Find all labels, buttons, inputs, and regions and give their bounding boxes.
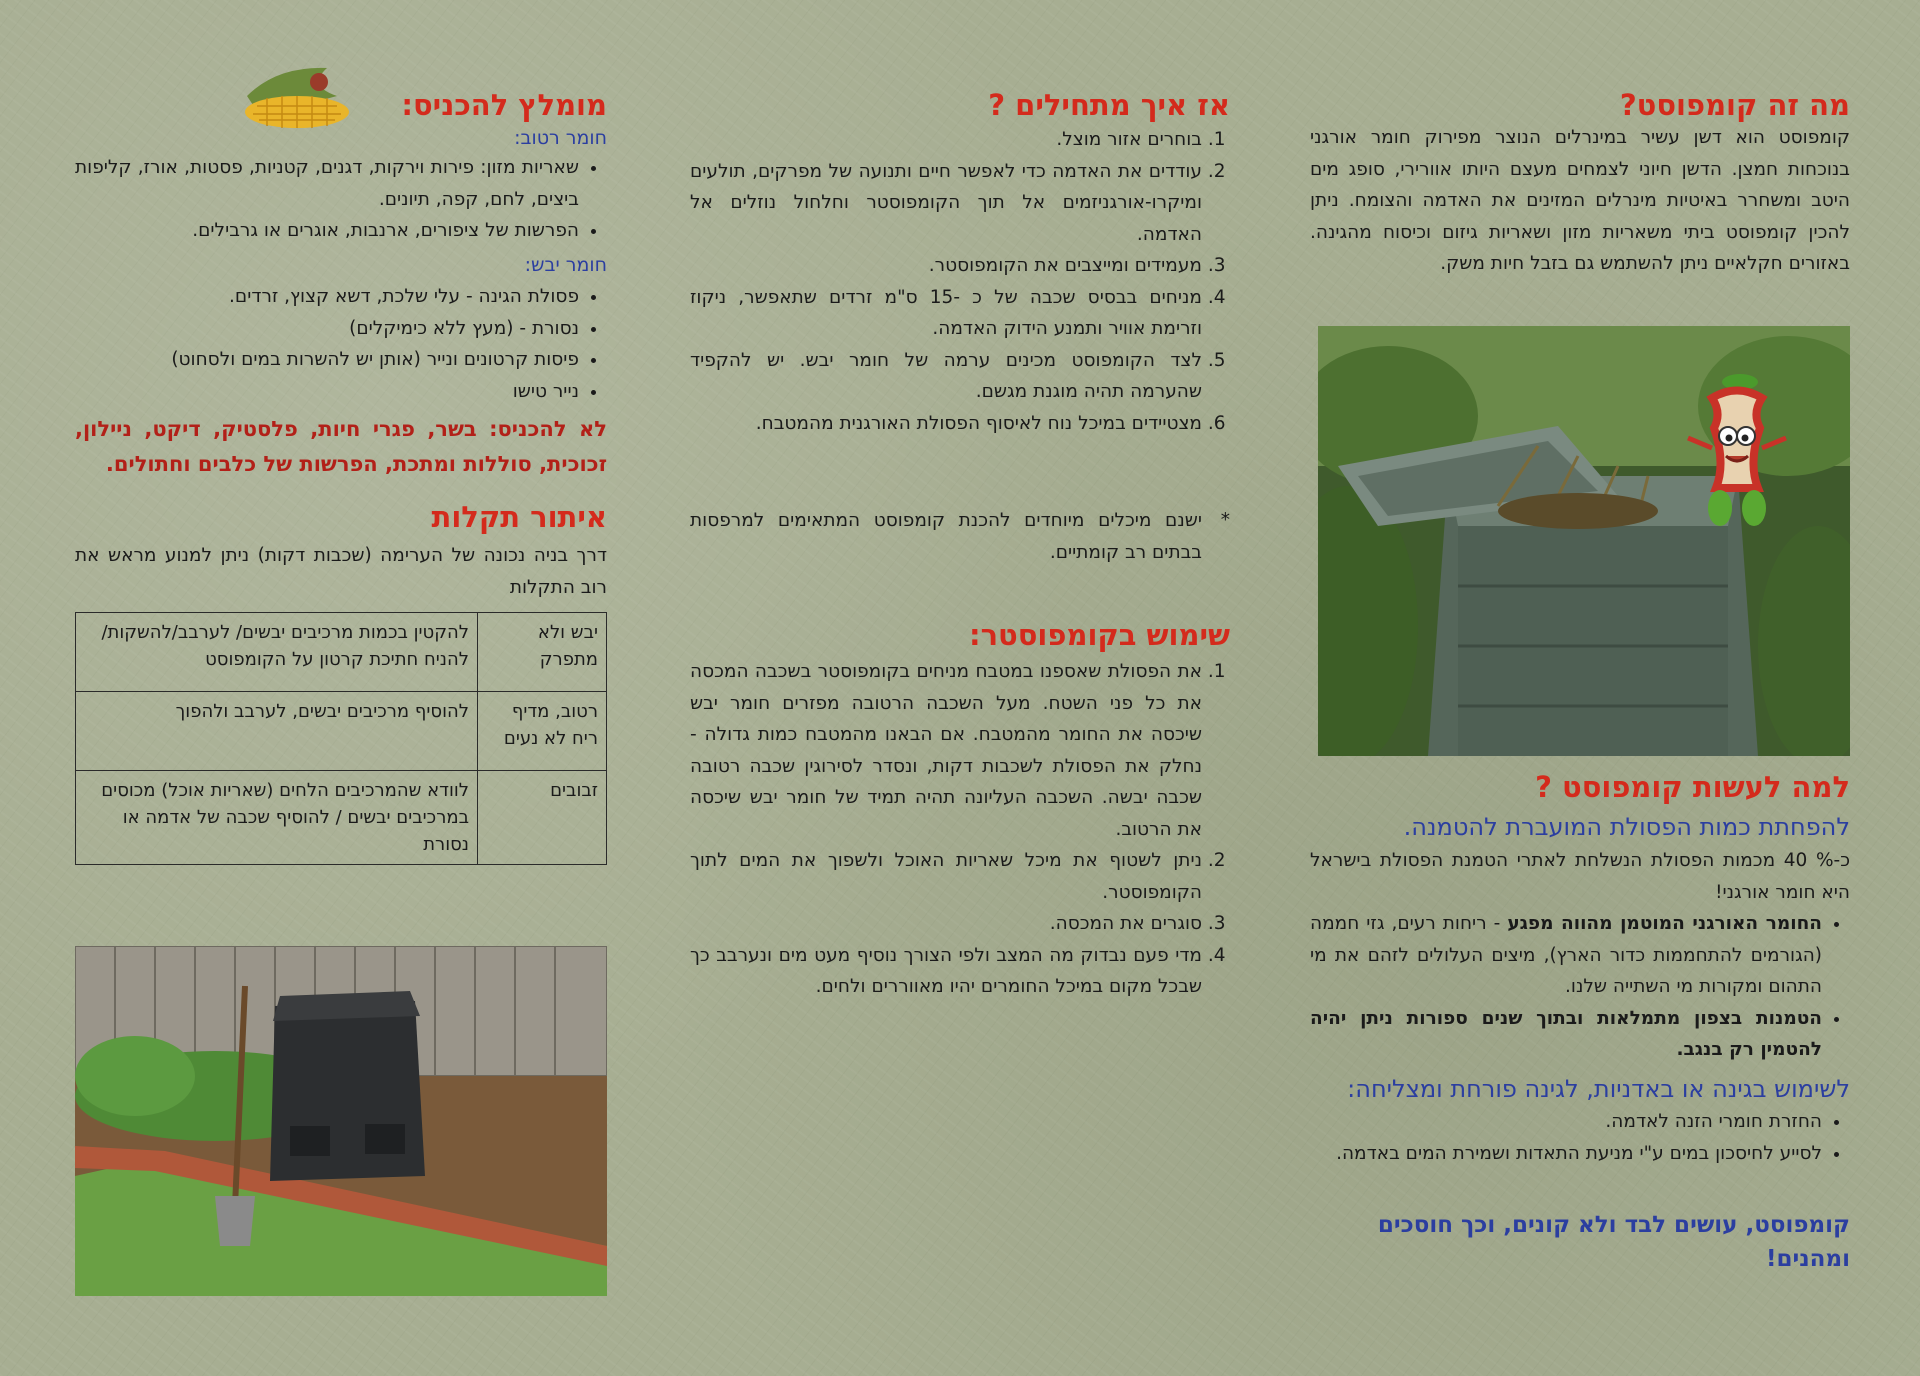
- intro-text: קומפוסט הוא דשן עשיר במינרלים הנוצר מפירוק חומר אורגני בנוכחות חמצן. הדשן חיוני לצמחים מעצם היותו אוורירי, סופג מים היטב ומשחרר באיטיות מינרלים המזינים את האדמה והצומח. ניתן להכין קומפוסט ביתי משאריות מזון ושאריות גיזום וכיסוח מהגינה. באזורים חקלאיים ניתן להשתמש גם בזבל חיות משק.: [1310, 127, 1850, 274]
- list-item: • פסולת הגינה - עלי שלכת, דשא קצוץ, זרדים.: [75, 281, 579, 313]
- troubleshooting-intro: דרך בניה נכונה של הערימה (שכבות דקות) ניתן למנוע מראש את רוב התקלות: [75, 545, 607, 598]
- why-list-landfill: [1310, 908, 1850, 1066]
- title-how-to-start: אז איך מתחילים ?: [988, 88, 1230, 122]
- fix-cell: להקטין בכמות מרכיבים יבשים/ לערבב/להשקות/ להניח חתיכת קרטון על הקומפוסט: [76, 613, 478, 692]
- title-troubleshooting: איתור תקלות: [431, 500, 607, 534]
- problem-cell: יבש ולא מתפרק: [478, 613, 607, 692]
- table-row: [76, 771, 607, 865]
- note-text: ישנם מיכלים מיוחדים להכנת קומפוסט המתאימים למרפסות בבתים רב קומתיים.: [690, 510, 1202, 563]
- why-text-landfill: כ-% 40 מכמות הפסולת הנשלחת לאתרי הטמנת הפסולת בישראל היא חומר אורגני!: [1310, 850, 1851, 903]
- list-item: 6. מצטיידים במיכל נוח לאיסוף הפסולת האורגנית מהמטבח.: [690, 408, 1202, 440]
- list-item: 4. מדי פעם נבדוק מה המצב ולפי הצורך נוסיף מעט מים ונערבב כך שבכל מקום במיכל החומרים יהיו מאווררים ולחים.: [690, 940, 1202, 1003]
- list-item: 2. ניתן לשטוף את מיכל שאריות האוכל ולשפוך את המים לתוך הקומפוסטר.: [690, 845, 1202, 908]
- list-item: 4. מניחים בבסיס שכבה של כ -15 ס"מ זרדים שתאפשר, ניקוז וזרימת אוויר ותמנע הידוק האדמה.: [690, 282, 1202, 345]
- garden-composter-photo: [75, 946, 607, 1296]
- note-mark: *: [1220, 510, 1230, 531]
- wet-items-list: [75, 152, 607, 247]
- dry-items-list: [75, 281, 607, 407]
- troubleshooting-table: [75, 612, 607, 865]
- list-item: • הפרשות של ציפורים, ארנבות, אוגרים או גרבילים.: [75, 215, 579, 247]
- why-b1-rest: - ריחות רעים, גזי חממה (הגורמים להתחממות כדור הארץ), מיצים העלולים לזהם את מי התהום ומקורות מי השתייה שלנו.: [1310, 913, 1822, 997]
- list-item: • הטמנות בצפון מתמלאות ובתוך שנים ספורות ניתן יהיה להטמין רק בנגב.: [1310, 1003, 1822, 1066]
- fix-cell: לוודא שהמרכיבים הלחים (שאריות אוכל) מכוסים במרכיבים יבשים / להוסיף שכבה של אדמה או נסורת: [76, 771, 478, 865]
- start-steps-list: [690, 124, 1230, 439]
- list-item: • נייר טישו: [75, 376, 579, 408]
- list-item: • פיסות קרטונים ונייר (אותן יש להשרות במים ולסחוט): [75, 344, 579, 376]
- title-what-is-compost: מה זה קומפוסט?: [1619, 88, 1850, 122]
- note-row: [690, 505, 1230, 568]
- use-steps-list: [690, 656, 1230, 1003]
- why-b1-bold: החומר האורגני המוטמן מהווה מפגע: [1507, 913, 1822, 934]
- title-using-composter: שימוש בקומפוסטר:: [968, 618, 1230, 652]
- apple-mascot-icon: [1682, 368, 1792, 537]
- list-item: • נסורת - (מעץ ללא כימיקלים): [75, 313, 579, 345]
- list-item: 3. סוגרים את המכסה.: [690, 908, 1202, 940]
- list-item: [1310, 908, 1822, 1003]
- dry-label: חומר יבש:: [524, 254, 607, 276]
- do-not-add-warning: לא להכניס: בשר, פגרי חיות, פלסטיק, דיקט, ניילון, זכוכית, סוללות ומתכת, הפרשות של כלבים וחתולים.: [75, 417, 607, 476]
- why-subtitle-reduce-waste: להפחתת כמות הפסולת המועברת להטמנה.: [1403, 813, 1850, 841]
- why-subtitle-garden: לשימוש בגינה או באדניות, לגינה פורחת ומצליחה:: [1347, 1075, 1850, 1103]
- list-item: • החזרת חומרי הזנה לאדמה.: [1310, 1106, 1822, 1138]
- list-item: 1. בוחרים אזור מוצל.: [690, 124, 1202, 156]
- composter-photo: [1318, 326, 1850, 756]
- title-why-compost: למה לעשות קומפוסט ?: [1535, 770, 1850, 804]
- corn-icon: [237, 56, 355, 142]
- problem-cell: זבובים: [478, 771, 607, 865]
- closing-slogan: קומפוסט, עושים לבד ולא קונים, וכך חוסכים ומהנים!: [1377, 1212, 1850, 1272]
- table-row: [76, 692, 607, 771]
- list-item: 2. עודדים את האדמה כדי לאפשר חיים ותנועה של מפרקים, תולעים ומיקרו-אורגניזמים אל תוך הקומפוסטר וחלחול נוזלים אל האדמה.: [690, 156, 1202, 251]
- problem-cell: רטוב, מדיף ריח לא נעים: [478, 692, 607, 771]
- list-item: • לסייע לחיסכון במים ע"י מניעת התאדות ושמירת המים באדמה.: [1310, 1138, 1822, 1170]
- why-list-garden: [1310, 1106, 1850, 1169]
- title-recommended: מומלץ להכניס:: [401, 88, 607, 122]
- list-item: 3. מעמידים ומייצבים את הקומפוסטר.: [690, 250, 1202, 282]
- table-row: [76, 613, 607, 692]
- list-item: • שאריות מזון: פירות וירקות, דגנים, קטניות, פסטות, אורז, קליפות ביצים, לחם, קפה, תיונים.: [75, 152, 579, 215]
- wet-label: חומר רטוב:: [514, 127, 607, 149]
- fix-cell: להוסיף מרכיבים יבשים, לערבב ולהפוך: [76, 692, 478, 771]
- list-item: 1. את הפסולת שאספנו במטבח מניחים בקומפוסטר בשכבה המכסה את כל פני השטח. מעל השכבה הרטובה מפזרים חומר יבש שיכסה את החומר מהמטבח. אם הבאנו מהמטבח כמות גדולה - נחלק את הפסולת לשכבות דקות, ונסדר לסירוגין שכבה רטובה שכבה יבשה. השכבה העליונה תהיה תמיד של חומר יבש שיכסה את הרטוב.: [690, 656, 1202, 845]
- list-item: 5. לצד הקומפוסט מכינים ערמה של חומר יבש. יש להקפיד שהערמה תהיה מוגנת מגשם.: [690, 345, 1202, 408]
